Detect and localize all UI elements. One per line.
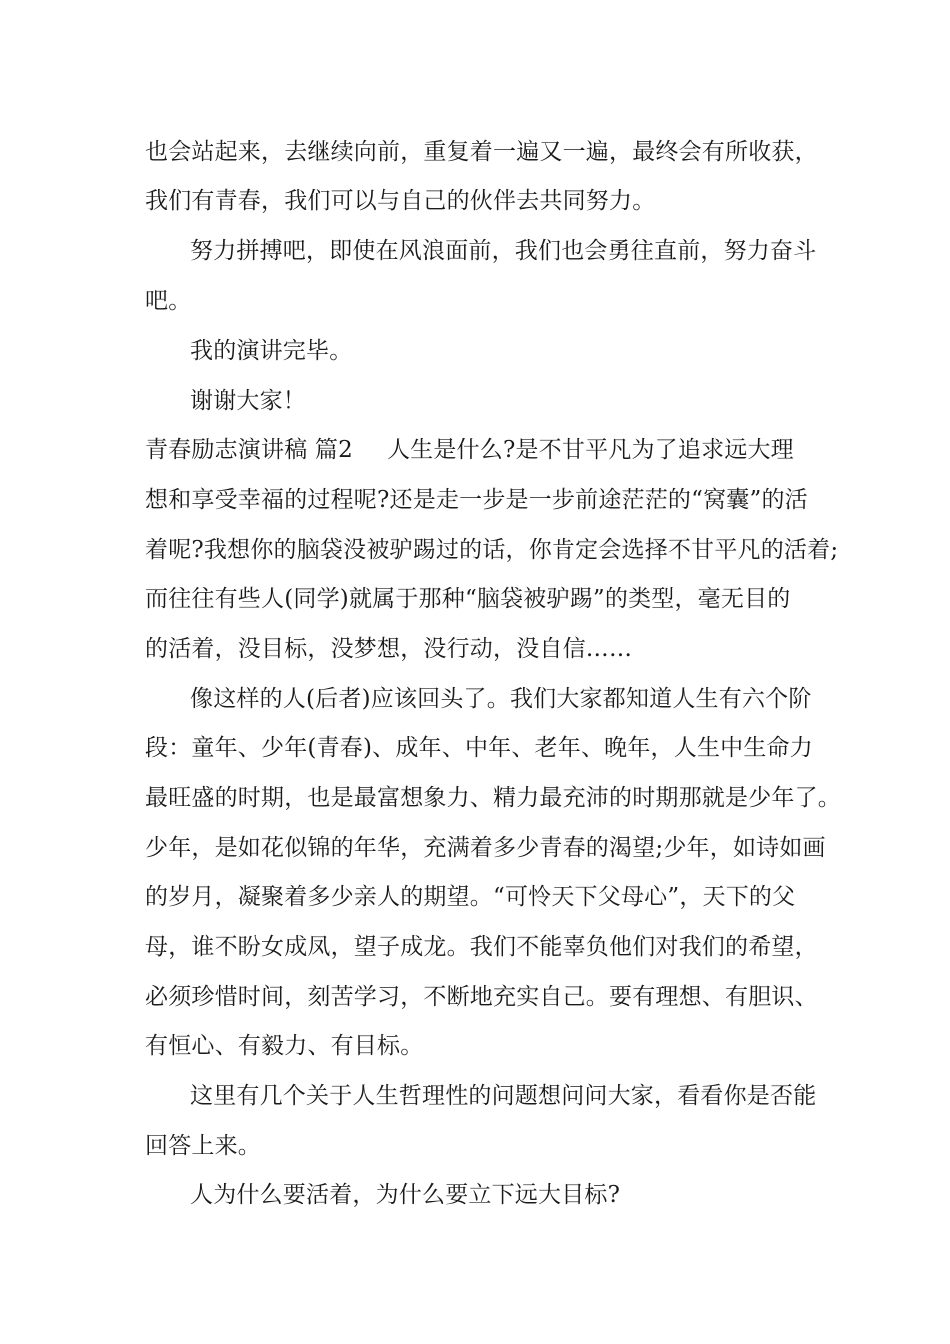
text-line: 有恒心、有毅力、有目标。 [145,1033,424,1059]
text-line: 回答上来。 [145,1133,261,1159]
text-line: 着呢?我想你的脑袋没被驴踢过的话，你肯定会选择不甘平凡的活着; [145,537,839,563]
text-line: 必须珍惜时间，刻苦学习，不断地充实自己。要有理想、有胆识、 [145,984,818,1010]
text-line: 像这样的人(后者)应该回头了。我们大家都知道人生有六个阶 [190,686,812,712]
text-line: 人生是什么?是不甘平凡为了追求远大理 [386,437,794,463]
text-line: 母，谁不盼女成凤，望子成龙。我们不能辜负他们对我们的希望， [145,934,818,960]
text-line: 我的演讲完毕。 [190,338,353,364]
text-line: 人为什么要活着，为什么要立下远大目标? [190,1182,621,1208]
text-line: 谢谢大家！ [190,388,306,414]
text-line: 我们有青春，我们可以与自己的伙伴去共同努力。 [145,188,656,214]
section-heading: 青春励志演讲稿 篇2 [145,437,353,463]
text-line: 最旺盛的时期，也是最富想象力、精力最充沛的时期那就是少年了。 [145,785,841,811]
text-line: 也会站起来，去继续向前，重复着一遍又一遍，最终会有所收获， [145,139,818,165]
text-line: 少年，是如花似锦的年华，充满着多少青春的渴望;少年，如诗如画 [145,835,826,861]
text-line: 的岁月，凝聚着多少亲人的期望。“可怜天下父母心”，天下的父 [145,884,796,910]
text-line: 想和享受幸福的过程呢?还是走一步是一步前途茫茫的“窝囊”的活 [145,487,808,513]
text-line: 这里有几个关于人生哲理性的问题想问问大家，看看你是否能 [190,1083,817,1109]
text-line: 而往往有些人(同学)就属于那种“脑袋被驴踢”的类型，毫无目的 [145,586,791,612]
text-line: 段：童年、少年(青春)、成年、中年、老年、晚年，人生中生命力 [145,735,813,761]
heading-line [145,435,810,465]
text-line: 的活着，没目标，没梦想，没行动，没自信…… [145,636,633,662]
text-line: 吧。 [145,288,192,314]
text-line: 努力拼搏吧，即使在风浪面前，我们也会勇往直前，努力奋斗 [190,238,817,264]
